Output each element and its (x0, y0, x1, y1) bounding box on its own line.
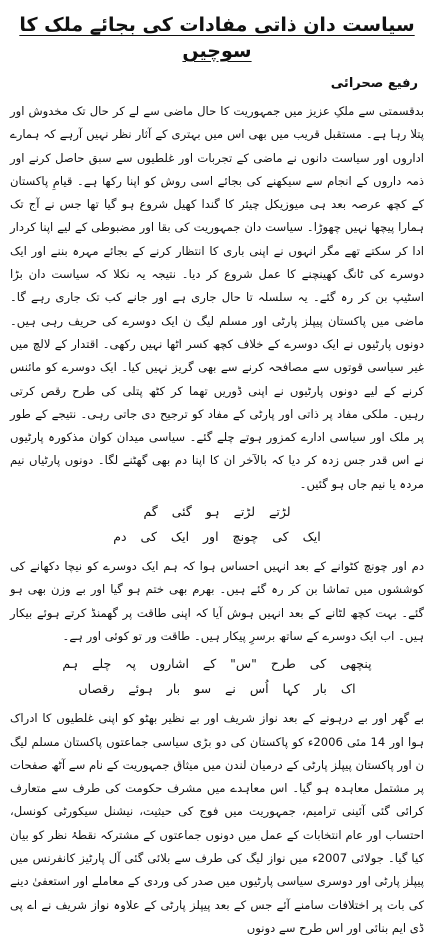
verse-line: لڑتے لڑتے ہو گئی گم (143, 504, 291, 520)
article-paragraph: بے گھر اور بے درہونے کے بعد نواز شریف اور بے نظیر بھٹو کو اپنی غلطیوں کا ادراک ہوا اور 14 مئی 2006ء کو پاکستان کی دو بڑی سیاسی جماعتوں پاکستان مسلم لیگ ن اور پاکستان پیپلز پارٹی کے درمیان لندن میں میثاق جمہوریت کے نام سے آٹھ صفحات پر مشتمل معاہدہ ہو گیا۔ اس معاہدے میں مشرف حکومت کی طرف سے متعارف کرائی گئی آئینی ترامیم، جمہوریت میں فوج کی حیثیت، نیشنل سیکورٹی کونسل، احتساب اور عام انتخابات کے عمل میں دونوں جماعتوں کے مشترکہ نقطۂ نظر کو بیان کیا گیا۔ جولائی 2007ء میں نواز لیگ کی طرف سے بلائی گئی آل پارٹیز کانفرنس میں پیپلز پارٹی اور دوسری سیاسی پارٹیوں میں صدر کی وردی کے معاملے اور استعفیٰ دینے کی بات پر اختلافات سامنے آئے جس کے بعد پیپلز پارٹی کے علاوہ نواز شریف نے اے پی ڈی ایم بنائی اور اس طرح سے دونوں (10, 711, 425, 935)
article-paragraph: دم اور چونچ کٹوانے کے بعد انہیں احساس ہوا کہ ہم ایک دوسرے کو نیچا دکھانے کی کوششوں میں تماشا بن کر رہ گئے ہیں۔ بھرم بھی ختم ہو گیا اور بے وزن بھی ہو گئے۔ بہت کچھ لٹانے کے بعد انہیں ہوش آیا کہ اپنی طاقت پر گھمنڈ کرتے ہوئے بیکار ہیں۔ اب ایک دوسرے کے ساتھ برسرِ پیکار ہیں۔ طاقت ور تو کوئی اور ہے۔ (10, 559, 424, 643)
verse-line: اک بار کہا اُس نے سو بار ہوئے رقصاں (78, 681, 356, 697)
article-headline: سیاست دان ذاتی مفادات کی بجائے ملک کا سوچیں (19, 14, 415, 62)
article-author: رفیع صحرائی (330, 76, 418, 91)
article-paragraph: بدقسمتی سے ملکِ عزیز میں جمہوریت کا حال ماضی سے لے کر حال تک مخدوش اور پتلا رہا ہے۔ مستقبل قریب میں بھی اس میں بہتری کے آثار نظر نہیں آرہے کہ ہمارے اداروں اور سیاست دانوں نے ماضی کے تجربات اور غلطیوں سے سبق حاصل کرنے اور ذمہ داروں کے انجام سے سیکھنے کی بجائے اسی روش کو اپنا رکھا ہے۔ قیامِ پاکستان کے کچھ عرصہ بعد ہی میوزیکل چیئر کا گندا کھیل شروع ہو گیا تھا جس نے آج تک ہمارا پیچھا نہیں چھوڑا۔ سیاست دان جمہوریت کی بقا اور مضبوطی کے لیے اپنا کردار ادا کر سکتے تھے مگر انہوں نے اپنی باری کا انتظار کرنے کے بجائے مہرہ بننے اور ایک دوسرے کی ٹانگ کھینچنے کا عمل شروع کر دیا۔ نتیجہ یہ نکلا کہ سیاست دان بڑا اسٹیپ بن کر رہ گئے۔ یہ سلسلہ تا حال جاری ہے اور جانے کب تک جاری رہے گا۔ ماضی میں پاکستان پیپلز پارٹی اور مسلم لیگ ن ایک دوسرے کی حریف رہی ہیں۔ دونوں پارٹیوں نے ایک دوسرے کے خلاف کچھ کسر اٹھا نہیں رکھی۔ اقتدار کے لالچ میں غیر سیاسی قوتوں سے مصافحہ کرنے سے بھی گریز نہیں کیا۔ ایک دوسرے کو مائنس کرنے کے لیے دونوں پارٹیوں نے اپنی ڈوریں تھما کر کٹھ پتلی کی طرح رقص کرتی رہیں۔ ملکی مفاد پر ذاتی اور پارٹی کے مفاد کو ترجیح دی جاتی رہی۔ نتیجے کے طور پر ملک اور سیاسی ادارے کمزور ہوتے چلے گئے۔ سیاسی میدان کوان مذکورہ پارٹیوں نے اس قدر جس زدہ کر دیا کہ بالآخر ان کا اپنا دم بھی گھٹنے لگا۔ دونوں پارٹیاں نیم مردہ یا نیم جاں ہو گئیں۔ (10, 104, 424, 491)
verse-couplet (10, 652, 424, 701)
verse-couplet (10, 500, 424, 549)
verse-line: ایک کی چونچ اور ایک کی دم (113, 529, 321, 545)
verse-line: پنچھی کی طرح "س" کے اشاروں پہ چلے ہم (62, 656, 372, 672)
